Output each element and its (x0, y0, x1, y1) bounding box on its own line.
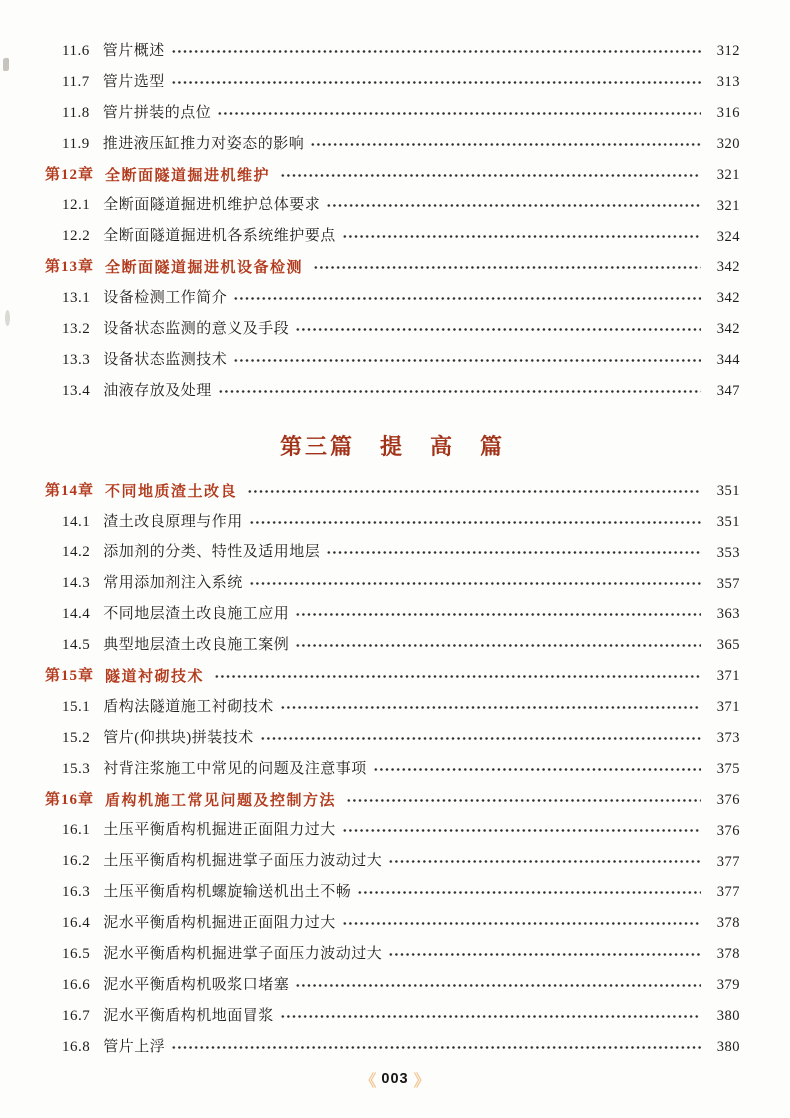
entry-title: 管片拼装的点位 (102, 104, 212, 121)
footer-left-mark-icon: 《 (360, 1070, 377, 1090)
scan-artifact (3, 58, 9, 72)
entry-number: 第16章 (45, 791, 95, 808)
entry-page-number: 378 (716, 915, 740, 932)
entry-title: 不同地层渣土改良施工应用 (103, 606, 290, 623)
entry-title: 油液存放及处理 (103, 382, 212, 399)
entry-number: 15.1 (62, 698, 91, 715)
toc-chapter-entry (45, 785, 740, 816)
toc-section-entry (45, 507, 740, 538)
entry-page-number: 375 (716, 760, 740, 777)
entry-number: 11.9 (62, 135, 90, 152)
entry-number: 16.8 (62, 1038, 91, 1055)
toc-list (45, 36, 740, 1063)
entry-number: 15.2 (62, 729, 91, 746)
footer-page-number: 003 (381, 1071, 409, 1087)
entry-page-number: 371 (716, 699, 740, 716)
toc-chapter-entry (45, 160, 740, 191)
entry-title: 土压平衡盾构机螺旋输送机出土不畅 (103, 884, 352, 901)
dot-leader (295, 638, 701, 653)
toc-section-entry (45, 98, 740, 129)
scan-artifact (5, 310, 10, 326)
entry-page-number: 363 (716, 606, 740, 623)
entry-title: 不同地质渣土改良 (105, 482, 238, 500)
entry-title: 全断面隧道掘进机维护总体要求 (103, 197, 321, 214)
dot-leader (388, 854, 701, 869)
entry-title: 土压平衡盾构机掘进正面阻力过大 (103, 822, 336, 839)
dot-leader (342, 823, 701, 838)
dot-leader (346, 793, 701, 808)
entry-title: 管片(仰拱块)拼装技术 (103, 729, 254, 746)
dot-leader (357, 885, 701, 900)
entry-page-number: 380 (716, 1008, 740, 1025)
part-title: 第三篇 提 高 篇 (279, 434, 505, 460)
toc-section-entry (45, 36, 740, 67)
entry-title: 设备状态监测技术 (103, 351, 228, 368)
entry-number: 12.2 (62, 228, 91, 245)
entry-page-number: 353 (716, 544, 740, 561)
toc-section-entry (45, 846, 740, 877)
entry-title: 全断面隧道掘进机各系统维护要点 (103, 228, 336, 245)
toc-section-entry (45, 1032, 740, 1063)
entry-page-number: 351 (716, 513, 740, 530)
entry-page-number: 351 (716, 482, 740, 499)
entry-title: 推进液压缸推力对姿态的影响 (102, 135, 305, 152)
dot-leader (280, 700, 701, 715)
entry-title: 设备检测工作简介 (103, 290, 228, 307)
dot-leader (326, 545, 701, 560)
entry-title: 设备状态监测的意义及手段 (103, 320, 290, 337)
entry-number: 12.1 (62, 197, 91, 214)
entry-number: 14.4 (62, 606, 91, 623)
dot-leader (373, 762, 701, 777)
toc-section-entry (45, 815, 740, 846)
dot-leader (388, 947, 701, 962)
entry-title: 管片上浮 (103, 1038, 166, 1055)
entry-page-number: 312 (716, 43, 740, 60)
entry-page-number: 376 (716, 822, 740, 839)
entry-page-number: 316 (716, 104, 740, 121)
toc-section-entry (45, 939, 740, 970)
toc-section-entry (45, 129, 740, 160)
entry-number: 第13章 (45, 259, 95, 276)
entry-number: 16.5 (62, 945, 91, 962)
dot-leader (171, 44, 701, 59)
entry-title: 典型地层渣土改良施工案例 (103, 637, 290, 654)
entry-number: 16.3 (62, 884, 91, 901)
toc-section-entry (45, 692, 740, 723)
entry-page-number: 371 (716, 668, 740, 685)
entry-page-number: 347 (716, 382, 740, 399)
dot-leader (249, 515, 701, 530)
entry-number: 第15章 (45, 667, 95, 684)
dot-leader (249, 576, 701, 591)
entry-page-number: 320 (716, 135, 740, 152)
entry-title: 泥水平衡盾构机掘进掌子面压力波动过大 (103, 945, 383, 962)
toc-section-entry (45, 221, 740, 252)
entry-number: 13.4 (62, 382, 91, 399)
entry-title: 隧道衬砌技术 (105, 667, 205, 685)
entry-title: 添加剂的分类、特性及适用地层 (103, 544, 321, 561)
toc-section-entry (45, 314, 740, 345)
entry-number: 11.8 (62, 104, 90, 121)
entry-number: 13.1 (62, 290, 91, 307)
entry-page-number: 324 (716, 228, 740, 245)
entry-page-number: 373 (716, 730, 740, 746)
entry-number: 11.6 (62, 42, 90, 59)
dot-leader (260, 731, 701, 746)
toc-section-entry (45, 723, 740, 754)
entry-page-number: 378 (716, 946, 740, 963)
entry-title: 泥水平衡盾构机掘进正面阻力过大 (103, 915, 336, 932)
entry-page-number: 342 (716, 290, 740, 307)
entry-page-number: 321 (716, 166, 740, 183)
toc-chapter-entry (45, 476, 740, 507)
toc-section-entry (45, 190, 740, 221)
toc-section-entry (45, 537, 740, 568)
entry-number: 14.2 (62, 544, 91, 561)
entry-page-number: 344 (716, 352, 740, 369)
entry-number: 16.4 (62, 915, 91, 932)
entry-title: 管片概述 (102, 42, 165, 59)
entry-page-number: 321 (716, 197, 740, 214)
entry-title: 泥水平衡盾构机吸浆口堵塞 (103, 976, 290, 993)
toc-section-entry (45, 345, 740, 376)
entry-title: 衬背注浆施工中常见的问题及注意事项 (103, 760, 367, 777)
dot-leader (233, 291, 701, 306)
toc-section-entry (45, 1001, 740, 1032)
toc-section-entry (45, 908, 740, 939)
toc-section-entry (45, 67, 740, 98)
entry-page-number: 357 (716, 575, 740, 592)
dot-leader (280, 1009, 701, 1024)
toc-section-entry (45, 376, 740, 407)
entry-title: 土压平衡盾构机掘进掌子面压力波动过大 (103, 853, 383, 870)
toc-section-entry (45, 877, 740, 908)
toc-section-entry (45, 599, 740, 630)
entry-page-number: 380 (716, 1038, 740, 1055)
entry-number: 16.7 (62, 1007, 91, 1024)
entry-number: 15.3 (62, 760, 91, 777)
entry-title: 渣土改良原理与作用 (103, 513, 243, 530)
dot-leader (214, 669, 701, 684)
entry-number: 第12章 (45, 166, 95, 183)
entry-title: 管片选型 (102, 73, 165, 90)
dot-leader (295, 978, 701, 993)
dot-leader (217, 106, 701, 121)
toc-section-entry (45, 283, 740, 314)
dot-leader (247, 484, 701, 499)
entry-page-number: 377 (716, 884, 740, 901)
entry-page-number: 376 (716, 791, 740, 808)
entry-number: 16.2 (62, 853, 91, 870)
dot-leader (233, 353, 701, 368)
entry-number: 14.1 (62, 513, 91, 530)
entry-title: 全断面隧道掘进机维护 (105, 166, 271, 184)
toc-section-entry (45, 630, 740, 661)
dot-leader (326, 198, 701, 213)
entry-page-number: 313 (716, 74, 740, 91)
entry-title: 泥水平衡盾构机地面冒浆 (103, 1007, 274, 1024)
dot-leader (342, 916, 701, 931)
page-footer (0, 1066, 790, 1092)
entry-page-number: 342 (716, 321, 740, 338)
toc-section-entry (45, 754, 740, 785)
toc-section-entry (45, 970, 740, 1001)
footer-right-mark-icon: 》 (413, 1070, 430, 1090)
entry-number: 14.3 (62, 575, 91, 592)
entry-page-number: 379 (716, 977, 740, 994)
dot-leader (218, 384, 701, 399)
dot-leader (342, 229, 701, 244)
entry-page-number: 365 (716, 637, 740, 654)
entry-number: 14.5 (62, 637, 91, 654)
dot-leader (310, 137, 701, 152)
dot-leader (280, 168, 701, 183)
entry-number: 13.3 (62, 351, 91, 368)
entry-number: 11.7 (62, 73, 90, 90)
entry-page-number: 342 (716, 259, 740, 276)
entry-title: 盾构机施工常见问题及控制方法 (105, 791, 337, 809)
toc-chapter-entry (45, 661, 740, 692)
entry-number: 16.1 (62, 822, 91, 839)
dot-leader (171, 1040, 701, 1055)
entry-page-number: 377 (716, 853, 740, 870)
entry-title: 常用添加剂注入系统 (103, 575, 243, 592)
dot-leader (313, 260, 701, 275)
dot-leader (295, 607, 701, 622)
toc-section-entry (45, 568, 740, 599)
toc-chapter-entry (45, 252, 740, 283)
entry-number: 13.2 (62, 320, 91, 337)
entry-title: 全断面隧道掘进机设备检测 (105, 259, 304, 277)
entry-number: 16.6 (62, 976, 91, 993)
dot-leader (295, 322, 701, 337)
dot-leader (171, 75, 701, 90)
entry-title: 盾构法隧道施工衬砌技术 (103, 698, 274, 715)
entry-number: 第14章 (45, 482, 95, 499)
